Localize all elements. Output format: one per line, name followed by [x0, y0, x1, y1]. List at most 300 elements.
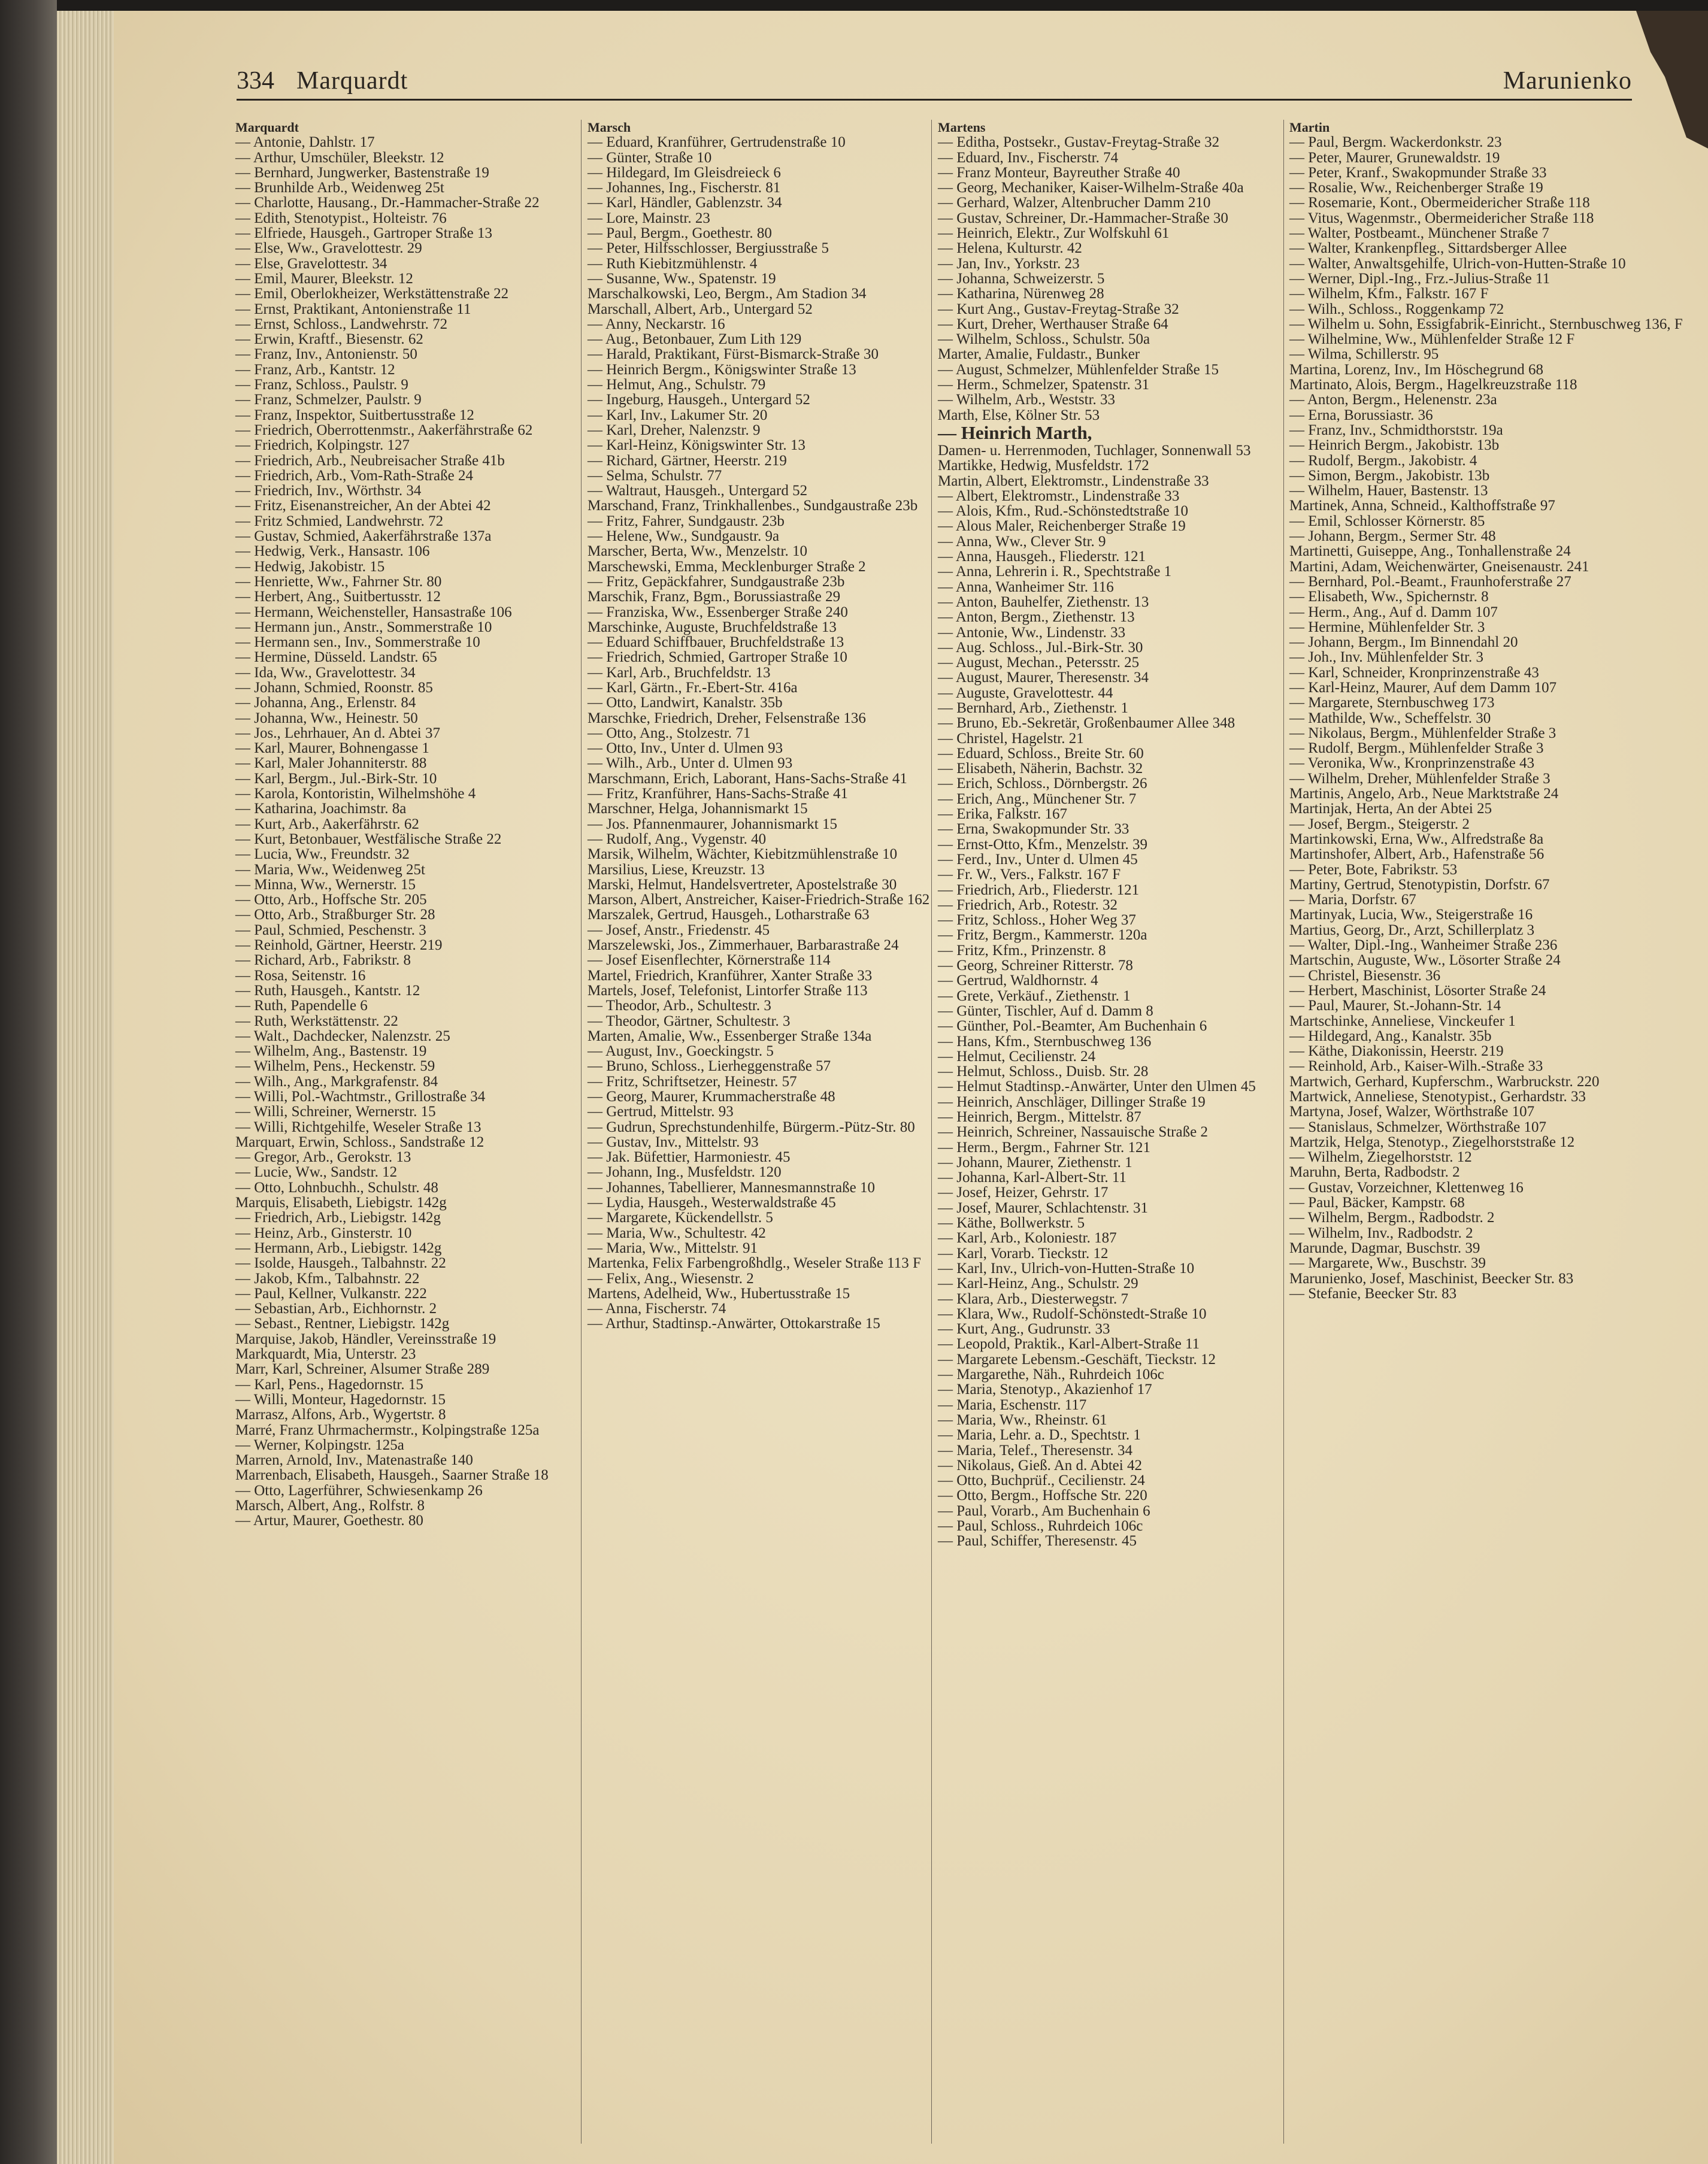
directory-entry: — Jakob, Kfm., Talbahnstr. 22	[235, 1270, 420, 1287]
directory-entry: — Helena, Kulturstr. 42	[938, 240, 1082, 257]
directory-entry: — Anton, Bergm., Helenenstr. 23a	[1289, 392, 1497, 408]
directory-entry: — Ruth, Werkstättenstr. 22	[235, 1013, 398, 1029]
directory-entry: — Bernhard, Arb., Ziethenstr. 1	[938, 699, 1128, 716]
directory-entry: — Paul, Schiffer, Theresenstr. 45	[938, 1533, 1137, 1550]
directory-columns	[235, 120, 1683, 2144]
directory-entry: Martikke, Hedwig, Musfeldstr. 172	[938, 457, 1149, 474]
directory-entry: Martels, Josef, Telefonist, Lintorfer Straße 113	[587, 982, 868, 999]
directory-entry: Martens, Adelheid, Ww., Hubertusstraße 15	[587, 1285, 850, 1302]
directory-entry: Marsik, Wilhelm, Wächter, Kiebitzmühlenstraße 10	[587, 846, 898, 863]
directory-entry: — Nikolaus, Gieß. An d. Abtei 42	[938, 1457, 1142, 1474]
directory-entry: — Kurt, Dreher, Werthauser Straße 64	[938, 316, 1168, 332]
directory-entry: — Karl, Arb., Koloniestr. 187	[938, 1230, 1117, 1247]
directory-entry: Marrasz, Alfons, Arb., Wygertstr. 8	[235, 1407, 446, 1423]
directory-entry: — Grete, Verkäuf., Ziethenstr. 1	[938, 987, 1131, 1004]
directory-entry: — Wilhelm, Dreher, Mühlenfelder Straße 3	[1289, 770, 1550, 787]
directory-entry: — Karola, Kontoristin, Wilhelmshöhe 4	[235, 786, 476, 802]
directory-entry: — Veronika, Ww., Kronprinzenstraße 43	[1289, 755, 1535, 772]
directory-entry: — Willi, Richtgehilfe, Weseler Straße 13	[235, 1119, 481, 1135]
directory-entry: — Rudolf, Bergm., Jakobistr. 4	[1289, 452, 1477, 469]
directory-entry: — Alois, Kfm., Rud.-Schönstedtstraße 10	[938, 503, 1189, 520]
directory-entry: — Richard, Gärtner, Heerstr. 219	[587, 452, 787, 469]
directory-entry: — Hedwig, Verk., Hansastr. 106	[235, 543, 430, 560]
directory-entry: — Heinrich, Anschläger, Dillinger Straße 19	[938, 1093, 1206, 1110]
directory-entry: — Walter, Krankenpfleg., Sittardsberger Allee	[1289, 240, 1567, 257]
directory-entry: — Brunhilde Arb., Weidenweg 25t	[235, 180, 444, 196]
page-number: 334	[237, 67, 274, 95]
directory-entry: — Franz, Schloss., Paulstr. 9	[235, 377, 408, 393]
directory-entry: — Heinrich Bergm., Königswinter Straße 13	[587, 361, 856, 378]
directory-entry: Marszalek, Gertrud, Hausgeh., Lotharstraße 63	[587, 907, 870, 923]
directory-entry: — Käthe, Bollwerkstr. 5	[938, 1215, 1085, 1232]
directory-entry: Marschewski, Emma, Mecklenburger Straße 2	[587, 558, 866, 575]
directory-entry: — Eduard, Kranführer, Gertrudenstraße 10	[587, 134, 846, 151]
directory-entry: — Aug., Betonbauer, Zum Lith 129	[587, 331, 802, 348]
directory-entry: — Felix, Ang., Wiesenstr. 2	[587, 1270, 754, 1287]
directory-entry: Marrenbach, Elisabeth, Hausgeh., Saarner Straße 18	[235, 1467, 549, 1484]
column-1	[235, 120, 574, 2144]
directory-entry: — Karl, Bergm., Jul.-Birk-Str. 10	[235, 770, 437, 787]
directory-entry: — Reinhold, Arb., Kaiser-Wilh.-Straße 33	[1289, 1058, 1543, 1075]
directory-entry: — Minna, Ww., Wernerstr. 15	[235, 876, 416, 893]
directory-entry: — Anny, Neckarstr. 16	[587, 316, 725, 332]
directory-entry: — August, Mechan., Petersstr. 25	[938, 654, 1140, 671]
directory-entry: Martini, Adam, Weichenwärter, Gneisenaustr. 241	[1289, 558, 1589, 575]
directory-entry: — Elfriede, Hausgeh., Gartroper Straße 13	[235, 225, 493, 242]
directory-entry: — Friedrich, Arb., Neubreisacher Straße 41b	[235, 452, 505, 469]
directory-entry: — Herm., Bergm., Fahrner Str. 121	[938, 1139, 1151, 1156]
directory-entry: Marten, Amalie, Ww., Essenberger Straße 134a	[587, 1028, 872, 1044]
directory-entry: — Helmut Stadtinsp.-Anwärter, Unter den Ulmen 45	[938, 1078, 1256, 1095]
directory-entry: — Isolde, Hausgeh., Talbahnstr. 22	[235, 1255, 446, 1272]
directory-entry: — Karl, Maler Johanniterstr. 88	[235, 755, 427, 772]
directory-entry: — Katharina, Joachimstr. 8a	[235, 801, 407, 817]
directory-entry: — Herbert, Maschinist, Lösorter Straße 24	[1289, 982, 1546, 999]
directory-entry: — Emil, Oberlokheizer, Werkstättenstraße 22	[235, 286, 509, 302]
directory-entry: — Margarethe, Näh., Ruhrdeich 106c	[938, 1366, 1164, 1383]
directory-entry: — Fritz, Fahrer, Sundgaustr. 23b	[587, 513, 785, 529]
directory-entry: — Ida, Ww., Gravelottestr. 34	[235, 664, 416, 681]
directory-entry: — Gudrun, Sprechstundenhilfe, Bürgerm.-Pütz-Str. 80	[587, 1119, 915, 1135]
directory-entry: — Elisabeth, Näherin, Bachstr. 32	[938, 760, 1143, 777]
directory-entry: — Stanislaus, Schmelzer, Wörthstraße 107	[1289, 1119, 1547, 1135]
directory-entry: — Joh., Inv. Mühlenfelder Str. 3	[1289, 649, 1484, 666]
directory-entry: — Werner, Kolpingstr. 125a	[235, 1436, 404, 1453]
directory-entry: — Jan, Inv., Yorkstr. 23	[938, 255, 1080, 272]
torn-corner	[1636, 11, 1708, 148]
directory-entry: — Bernhard, Pol.-Beamt., Fraunhoferstraße 27	[1289, 573, 1571, 590]
directory-entry: — Lore, Mainstr. 23	[587, 210, 710, 226]
directory-entry: — Hedwig, Jakobistr. 15	[235, 558, 385, 575]
directory-entry: — Heinz, Arb., Ginsterstr. 10	[235, 1225, 412, 1241]
directory-entry: Martinato, Alois, Bergm., Hagelkreuzstraße 118	[1289, 377, 1577, 393]
directory-entry: — Edith, Stenotypist., Holteistr. 76	[235, 210, 447, 226]
directory-entry: — Karl, Pens., Hagedornstr. 15	[235, 1376, 423, 1393]
directory-entry: — Rudolf, Bergm., Mühlenfelder Straße 3	[1289, 740, 1544, 757]
directory-entry: — Paul, Maurer, St.-Johann-Str. 14	[1289, 998, 1501, 1014]
directory-entry: — Karl, Arb., Bruchfeldstr. 13	[587, 664, 771, 681]
directory-entry: — Ruth, Papendelle 6	[235, 998, 368, 1014]
directory-entry: — Georg, Maurer, Krummacherstraße 48	[587, 1089, 835, 1105]
directory-entry: — Otto, Arb., Hoffsche Str. 205	[235, 892, 427, 908]
book-spine	[0, 0, 57, 2164]
directory-entry: — Johanna, Schweizerstr. 5	[938, 270, 1105, 287]
directory-entry: — Johann, Maurer, Ziethenstr. 1	[938, 1154, 1132, 1171]
directory-entry: — Käthe, Diakonissin, Heerstr. 219	[1289, 1043, 1504, 1060]
directory-entry: Marszelewski, Jos., Zimmerhauer, Barbarastraße 24	[587, 937, 899, 954]
directory-entry: — Auguste, Gravelottestr. 44	[938, 684, 1113, 701]
directory-entry: — Wilhelm, Arb., Weststr. 33	[938, 392, 1116, 408]
directory-entry: Marschke, Friedrich, Dreher, Felsenstraße 136	[587, 710, 866, 726]
directory-entry: — Walt., Dachdecker, Nalenzstr. 25	[235, 1028, 450, 1044]
directory-entry: — Gertrud, Mittelstr. 93	[587, 1104, 734, 1120]
directory-entry: — Wilma, Schillerstr. 95	[1289, 346, 1439, 363]
directory-entry: — Gustav, Vorzeichner, Klettenweg 16	[1289, 1179, 1524, 1196]
directory-entry: — Wilhelm, Pens., Heckenstr. 59	[235, 1058, 435, 1075]
directory-entry: — Karl, Gärtn., Fr.-Ebert-Str. 416a	[587, 679, 798, 696]
directory-entry: — Paul, Vorarb., Am Buchenhain 6	[938, 1502, 1150, 1519]
directory-entry: — Peter, Maurer, Grunewaldstr. 19	[1289, 149, 1500, 166]
directory-entry: — Maria, Ww., Weidenweg 25t	[235, 861, 425, 878]
directory-entry: — Wilh., Arb., Unter d. Ulmen 93	[587, 755, 793, 772]
directory-entry: — Paul, Bergm. Wackerdonkstr. 23	[1289, 134, 1502, 151]
directory-entry: — Margarete Lebensm.-Geschäft, Tieckstr. 12	[938, 1351, 1216, 1368]
directory-entry: — Friedrich, Arb., Vom-Rath-Straße 24	[235, 467, 473, 484]
directory-entry: — Anna, Lehrerin i. R., Spechtstraße 1	[938, 563, 1172, 580]
directory-entry: — Herm., Ang., Auf d. Damm 107	[1289, 604, 1498, 620]
directory-entry: — Paul, Bergm., Goethestr. 80	[587, 225, 772, 242]
directory-entry: — Lucia, Ww., Freundstr. 32	[235, 846, 410, 863]
directory-entry: — Heinrich, Elektr., Zur Wolfskuhl 61	[938, 225, 1170, 242]
directory-entry: — Karl, Inv., Ulrich-von-Hutten-Straße 10	[938, 1260, 1195, 1277]
directory-entry: — Wilhelm, Inv., Radbodstr. 2	[1289, 1225, 1473, 1241]
directory-entry: — Wilhelm, Ang., Bastenstr. 19	[235, 1043, 427, 1060]
directory-entry: — Maria, Stenotyp., Akazienhof 17	[938, 1381, 1152, 1398]
directory-entry: — Else, Gravelottestr. 34	[235, 255, 387, 272]
directory-entry: — Wilhelm, Kfm., Falkstr. 167 F	[1289, 286, 1489, 302]
directory-entry: Marunde, Dagmar, Buschstr. 39	[1289, 1239, 1480, 1256]
directory-entry: — Karl, Inv., Lakumer Str. 20	[587, 407, 768, 423]
directory-entry: — Maria, Lehr. a. D., Spechtstr. 1	[938, 1427, 1141, 1444]
directory-entry: — Herm., Schmelzer, Spatenstr. 31	[938, 377, 1150, 393]
directory-entry: — Maria, Ww., Schultestr. 42	[587, 1225, 766, 1241]
directory-entry: — Wilh., Ang., Markgrafenstr. 84	[235, 1073, 438, 1090]
directory-entry: — Hermann, Arb., Liebigstr. 142g	[235, 1239, 442, 1256]
directory-entry: — August, Inv., Goeckingstr. 5	[587, 1043, 774, 1060]
directory-entry: — Maria, Ww., Mittelstr. 91	[587, 1239, 758, 1256]
directory-entry: — Anton, Bergm., Ziethenstr. 13	[938, 609, 1135, 626]
directory-entry: — Helmut, Cecilienstr. 24	[938, 1048, 1096, 1065]
directory-entry: — Erna, Borussiastr. 36	[1289, 407, 1433, 423]
directory-entry: — Hermine, Mühlenfelder Str. 3	[1289, 619, 1485, 635]
page-header	[237, 63, 1632, 101]
directory-entry: — Otto, Landwirt, Kanalstr. 35b	[587, 695, 783, 711]
directory-entry: — Anna, Ww., Clever Str. 9	[938, 533, 1106, 550]
directory-entry: — Gertrud, Waldhornstr. 4	[938, 972, 1098, 989]
directory-entry: — Johann, Bergm., Sermer Str. 48	[1289, 528, 1496, 545]
directory-entry: — Friedrich, Kolpingstr. 127	[235, 437, 410, 454]
directory-entry: — Mathilde, Ww., Scheffelstr. 30	[1289, 710, 1491, 726]
directory-entry: — Gustav, Schreiner, Dr.-Hammacher-Straße 30	[938, 210, 1228, 226]
directory-entry: — Vitus, Wagenmstr., Obermeidericher Straße 118	[1289, 210, 1594, 226]
directory-entry: Marsch, Albert, Ang., Rolfstr. 8	[235, 1498, 425, 1514]
directory-entry: — Fritz, Eisenanstreicher, An der Abtei 42	[235, 498, 491, 514]
directory-entry: — Josef, Heizer, Gehrstr. 17	[938, 1184, 1109, 1201]
directory-entry: — Anna, Wanheimer Str. 116	[938, 578, 1114, 595]
directory-entry: — Günter, Tischler, Auf d. Damm 8	[938, 1002, 1153, 1019]
directory-entry: Marschand, Franz, Trinkhallenbes., Sundgaustraße 23b	[587, 498, 918, 514]
directory-entry: — Paul, Bäcker, Kampstr. 68	[1289, 1195, 1465, 1211]
directory-entry: — Fritz, Schloss., Hoher Weg 37	[938, 912, 1136, 929]
directory-entry: — Franz, Inv., Antonienstr. 50	[235, 346, 417, 363]
directory-entry: — Ruth, Hausgeh., Kantstr. 12	[235, 982, 420, 999]
directory-entry: — Johannes, Ing., Fischerstr. 81	[587, 180, 781, 196]
directory-entry: — Otto, Bergm., Hoffsche Str. 220	[938, 1487, 1147, 1504]
directory-entry: — Heinrich, Schreiner, Nassauische Straße 2	[938, 1124, 1208, 1141]
directory-entry: — Josef Eisenflechter, Körnerstraße 114	[587, 952, 831, 969]
directory-entry: — Kurt, Arb., Aakerfährstr. 62	[235, 816, 419, 832]
directory-entry: Martinkowski, Erna, Ww., Alfredstraße 8a	[1289, 831, 1544, 847]
directory-entry: Martinetti, Guiseppe, Ang., Tonhallenstraße 24	[1289, 543, 1571, 560]
directory-entry: — Arthur, Stadtinsp.-Anwärter, Ottokarstraße 15	[587, 1316, 880, 1332]
directory-entry: Marquise, Jakob, Händler, Vereinsstraße 19	[235, 1330, 496, 1347]
directory-entry: Marschner, Helga, Johannismarkt 15	[587, 801, 808, 817]
directory-entry: Martwick, Anneliese, Stenotypist., Gerhardstr. 33	[1289, 1089, 1586, 1105]
directory-entry: — Johanna, Ang., Erlenstr. 84	[235, 695, 416, 711]
directory-entry: — Kurt, Betonbauer, Westfälische Straße 22	[235, 831, 502, 847]
directory-entry: — Hans, Kfm., Sternbuschweg 136	[938, 1033, 1152, 1050]
directory-entry: Martschinke, Anneliese, Vinckeufer 1	[1289, 1013, 1516, 1029]
directory-entry: Marscher, Berta, Ww., Menzelstr. 10	[587, 543, 807, 560]
directory-entry: — Wilh., Schloss., Roggenkamp 72	[1289, 301, 1504, 317]
directory-entry: — Anton, Bauhelfer, Ziethenstr. 13	[938, 593, 1149, 610]
directory-entry: — Albert, Elektromstr., Lindenstraße 33	[938, 487, 1180, 504]
directory-entry: — Otto, Buchprüf., Cecilienstr. 24	[938, 1472, 1145, 1489]
directory-entry: — Otto, Arb., Straßburger Str. 28	[235, 907, 435, 923]
directory-entry: — Günter, Straße 10	[587, 149, 712, 166]
directory-entry: — Friedrich, Oberrottenmstr., Aakerfährstraße 62	[235, 422, 533, 438]
directory-entry: — Erich, Ang., Münchener Str. 7	[938, 790, 1137, 807]
directory-entry: Marschall, Albert, Arb., Untergard 52	[587, 301, 813, 317]
directory-entry: — Walter, Anwaltsgehilfe, Ulrich-von-Hutten-Straße 10	[1289, 255, 1626, 272]
directory-entry: — Johanna, Karl-Albert-Str. 11	[938, 1169, 1126, 1186]
directory-entry: — Henriette, Ww., Fahrner Str. 80	[235, 573, 442, 590]
directory-entry: Marr, Karl, Schreiner, Alsumer Straße 289	[235, 1361, 490, 1378]
directory-entry: — Rosalie, Ww., Reichenberger Straße 19	[1289, 180, 1543, 196]
directory-entry: — Helene, Ww., Sundgaustr. 9a	[587, 528, 780, 545]
directory-entry: Marsilius, Liese, Kreuzstr. 13	[587, 861, 765, 878]
directory-entry: — Margarete, Ww., Buschstr. 39	[1289, 1255, 1486, 1272]
directory-entry: — Artur, Maurer, Goethestr. 80	[235, 1513, 423, 1529]
directory-entry: — Friedrich, Arb., Rotestr. 32	[938, 896, 1118, 913]
directory-entry: — Wilhelm u. Sohn, Essigfabrik-Einricht., Sternbuschweg 136, F	[1289, 316, 1683, 332]
directory-entry: — Wilhelmine, Ww., Mühlenfelder Straße 12 F	[1289, 331, 1575, 348]
directory-entry: — Arthur, Umschüler, Bleekstr. 12	[235, 149, 444, 166]
directory-entry: Marschinke, Auguste, Bruchfeldstraße 13	[587, 619, 837, 635]
directory-entry: — Paul, Schloss., Ruhrdeich 106c	[938, 1518, 1143, 1535]
directory-entry: — Erwin, Kraftf., Biesenstr. 62	[235, 331, 423, 348]
directory-entry: — Bernhard, Jungwerker, Bastenstraße 19	[235, 164, 489, 181]
directory-entry: Martin, Albert, Elektromstr., Lindenstraße 33	[938, 472, 1209, 489]
directory-entry: — Erika, Falkstr. 167	[938, 806, 1067, 823]
directory-entry: — Franz, Inv., Schmidthorststr. 19a	[1289, 422, 1503, 438]
directory-entry: — Ernst, Praktikant, Antonienstraße 11	[235, 301, 471, 317]
directory-entry: Marré, Franz Uhrmachermstr., Kolpingstraße 125a	[235, 1422, 540, 1438]
directory-entry: — Gustav, Schmied, Aakerfährstraße 137a	[235, 528, 492, 545]
directory-entry: — Selma, Schulstr. 77	[587, 467, 722, 484]
directory-entry: — Heinrich Marth,	[938, 422, 1092, 443]
directory-entry: — Bruno, Eb.-Sekretär, Großenbaumer Allee 348	[938, 715, 1235, 732]
directory-entry: — Maria, Ww., Rheinstr. 61	[938, 1411, 1107, 1428]
directory-entry: — Peter, Bote, Fabrikstr. 53	[1289, 861, 1458, 878]
directory-entry: — Fritz, Bergm., Kammerstr. 120a	[938, 927, 1147, 944]
directory-entry: Marter, Amalie, Fuldastr., Bunker	[938, 346, 1140, 363]
directory-entry: Marschmann, Erich, Laborant, Hans-Sachs-Straße 41	[587, 770, 907, 787]
directory-entry: — Reinhold, Gärtner, Heerstr. 219	[235, 937, 443, 954]
directory-entry: — Johann, Bergm., Im Binnendahl 20	[1289, 634, 1518, 651]
column-4	[1289, 120, 1683, 2144]
directory-entry: Martel, Friedrich, Kranführer, Xanter Straße 33	[587, 967, 873, 984]
directory-entry: — Editha, Postsekr., Gustav-Freytag-Straße 32	[938, 134, 1220, 151]
directory-entry: — Jos. Pfannenmaurer, Johannismarkt 15	[587, 816, 837, 832]
directory-entry: — Willi, Schreiner, Wernerstr. 15	[235, 1104, 436, 1120]
directory-entry: — Fritz, Kranführer, Hans-Sachs-Straße 41	[587, 786, 848, 802]
directory-entry: — Ruth Kiebitzmühlenstr. 4	[587, 255, 758, 272]
directory-entry: — Klara, Ww., Rudolf-Schönstedt-Straße 10	[938, 1305, 1207, 1322]
header-left-keyword: Marquardt	[296, 67, 408, 95]
directory-entry: — Werner, Dipl.-Ing., Frz.-Julius-Straße 11	[1289, 270, 1550, 287]
directory-entry: — Ernst-Otto, Kfm., Menzelstr. 39	[938, 836, 1147, 853]
directory-entry: — Emil, Maurer, Bleekstr. 12	[235, 270, 413, 287]
directory-entry: Marunienko, Josef, Maschinist, Beecker Str. 83	[1289, 1270, 1574, 1287]
column-running-head: Martin	[1289, 120, 1330, 135]
directory-entry: — Sebastian, Arb., Eichhornstr. 2	[235, 1301, 437, 1317]
directory-entry: — Hildegard, Im Gleisdreieck 6	[587, 164, 781, 181]
directory-entry: — Kurt, Ang., Gudrunstr. 33	[938, 1321, 1110, 1338]
directory-entry: — Fritz Schmied, Landwehrstr. 72	[235, 513, 444, 529]
directory-entry: — Jos., Lehrhauer, An d. Abtei 37	[235, 725, 441, 741]
directory-entry: — Fritz, Kfm., Prinzenstr. 8	[938, 942, 1106, 959]
directory-entry: — Karl, Dreher, Nalenzstr. 9	[587, 422, 761, 438]
header-right-keyword: Marunienko	[1503, 67, 1632, 95]
directory-entry: — Wilhelm, Bergm., Radbodstr. 2	[1289, 1210, 1495, 1226]
directory-entry: — Elisabeth, Ww., Spichernstr. 8	[1289, 589, 1489, 605]
directory-entry: — Gerhard, Walzer, Altenbrucher Damm 210	[938, 195, 1211, 211]
directory-entry: — Franz, Schmelzer, Paulstr. 9	[235, 392, 422, 408]
directory-entry: — Gregor, Arb., Gerokstr. 13	[235, 1149, 411, 1166]
directory-entry: — Josef, Anstr., Friedenstr. 45	[587, 922, 770, 938]
directory-entry: — Heinrich Bergm., Jakobistr. 13b	[1289, 437, 1500, 454]
directory-entry: — Karl-Heinz, Maurer, Auf dem Damm 107	[1289, 679, 1557, 696]
directory-entry: — Leopold, Praktik., Karl-Albert-Straße 11	[938, 1336, 1200, 1353]
column-3	[938, 120, 1276, 2144]
directory-entry: — Ingeburg, Hausgeh., Untergard 52	[587, 392, 810, 408]
directory-entry: — Klara, Arb., Diesterwegstr. 7	[938, 1290, 1128, 1307]
directory-entry: — Simon, Bergm., Jakobistr. 13b	[1289, 467, 1490, 484]
directory-entry: Martinek, Anna, Schneid., Kalthoffstraße 97	[1289, 498, 1555, 514]
directory-entry: — Rosa, Seitenstr. 16	[235, 967, 366, 984]
column-2	[587, 120, 930, 2144]
directory-entry: — Georg, Schreiner Ritterstr. 78	[938, 957, 1133, 974]
directory-entry: — Rudolf, Ang., Vygenstr. 40	[587, 831, 767, 847]
directory-entry: — Otto, Inv., Unter d. Ulmen 93	[587, 740, 783, 757]
directory-entry: — Erna, Swakopmunder Str. 33	[938, 821, 1129, 838]
directory-entry: — Karl-Heinz, Königswinter Str. 13	[587, 437, 805, 454]
directory-entry: — Eduard Schiffbauer, Bruchfeldstraße 13	[587, 634, 844, 651]
directory-entry: — Hermine, Düsseld. Landstr. 65	[235, 649, 437, 666]
directory-entry: — Hermann jun., Anstr., Sommerstraße 10	[235, 619, 492, 635]
directory-entry: — Gustav, Inv., Mittelstr. 93	[587, 1133, 759, 1150]
directory-entry: — Günther, Pol.-Beamter, Am Buchenhain 6	[938, 1018, 1207, 1035]
directory-entry: — Johannes, Tabellierer, Mannesmannstraße 10	[587, 1179, 875, 1196]
directory-entry: — Otto, Lagerführer, Schwiesenkamp 26	[235, 1482, 483, 1499]
column-running-head: Martens	[938, 120, 986, 135]
column-rule	[1283, 120, 1284, 2144]
directory-entry: — Fritz, Gepäckfahrer, Sundgaustraße 23b	[587, 573, 845, 590]
directory-entry: — Margarete, Kückendellstr. 5	[587, 1210, 773, 1226]
directory-entry: — Johanna, Ww., Heinestr. 50	[235, 710, 418, 726]
directory-entry: — Franz, Inspektor, Suitbertusstraße 12	[235, 407, 474, 423]
directory-entry: — Walter, Dipl.-Ing., Wanheimer Straße 236	[1289, 937, 1558, 954]
directory-entry: — Harald, Praktikant, Fürst-Bismarck-Straße 30	[587, 346, 879, 363]
directory-entry: — Lydia, Hausgeh., Westerwaldstraße 45	[587, 1195, 836, 1211]
directory-entry: — Walter, Postbeamt., Münchener Straße 7	[1289, 225, 1549, 242]
directory-entry: Marson, Albert, Anstreicher, Kaiser-Friedrich-Straße 162	[587, 892, 930, 908]
directory-entry: Marski, Helmut, Handelsvertreter, Apostelstraße 30	[587, 876, 897, 893]
directory-entry: Martinyak, Lucia, Ww., Steigerstraße 16	[1289, 907, 1533, 923]
directory-entry: — Katharina, Nürenweg 28	[938, 286, 1104, 302]
directory-entry: Martina, Lorenz, Inv., Im Höschegrund 68	[1289, 361, 1543, 378]
directory-entry: — Anna, Fischerstr. 74	[587, 1301, 726, 1317]
directory-entry: Marschik, Franz, Bgm., Borussiastraße 29	[587, 589, 841, 605]
directory-entry: — Christel, Hagelstr. 21	[938, 730, 1084, 747]
directory-entry: — Friedrich, Arb., Fliederstr. 121	[938, 881, 1140, 898]
directory-entry: Marren, Arnold, Inv., Matenastraße 140	[235, 1452, 473, 1469]
directory-entry: Martinis, Angelo, Arb., Neue Marktstraße 24	[1289, 786, 1559, 802]
directory-entry: Martinjak, Herta, An der Abtei 25	[1289, 801, 1492, 817]
page-edges	[57, 11, 114, 2164]
directory-entry: — Margarete, Sternbuschweg 173	[1289, 695, 1495, 711]
directory-entry: — Stefanie, Beecker Str. 83	[1289, 1285, 1457, 1302]
directory-entry: — August, Maurer, Theresenstr. 34	[938, 669, 1149, 686]
directory-entry: Marquart, Erwin, Schloss., Sandstraße 12	[235, 1133, 484, 1150]
directory-entry: Martiny, Gertrud, Stenotypistin, Dorfstr. 67	[1289, 876, 1550, 893]
directory-entry: — Otto, Lohnbuchh., Schulstr. 48	[235, 1179, 438, 1196]
directory-entry: — Helmut, Ang., Schulstr. 79	[587, 377, 766, 393]
directory-entry: — Else, Ww., Gravelottestr. 29	[235, 240, 422, 257]
directory-entry: — Ferd., Inv., Unter d. Ulmen 45	[938, 851, 1138, 868]
directory-entry: — Kurt Ang., Gustav-Freytag-Straße 32	[938, 301, 1179, 317]
directory-entry: — Peter, Hilfsschlosser, Bergiusstraße 5	[587, 240, 829, 257]
directory-entry: Martyna, Josef, Walzer, Wörthstraße 107	[1289, 1104, 1535, 1120]
directory-entry: — Jak. Büfettier, Harmoniestr. 45	[587, 1149, 791, 1166]
column-rule	[931, 120, 932, 2144]
directory-entry: Martenka, Felix Farbengroßhdlg., Weseler Straße 113 F	[587, 1255, 921, 1272]
directory-entry: — Heinrich, Bergm., Mittelstr. 87	[938, 1109, 1141, 1125]
directory-entry: — Wilhelm, Schloss., Schulstr. 50a	[938, 331, 1150, 348]
directory-entry: — Josef, Bergm., Steigerstr. 2	[1289, 816, 1470, 832]
directory-entry: — Erich, Schloss., Dörnbergstr. 26	[938, 775, 1147, 792]
directory-entry: — Rosemarie, Kont., Obermeidericher Straße 118	[1289, 195, 1590, 211]
directory-entry: — Herbert, Ang., Suitbertusstr. 12	[235, 589, 441, 605]
directory-entry: — Otto, Ang., Stolzestr. 71	[587, 725, 751, 741]
directory-entry: — Friedrich, Schmied, Gartroper Straße 10	[587, 649, 847, 666]
directory-entry: Martwich, Gerhard, Kupferschm., Warbruckstr. 220	[1289, 1073, 1600, 1090]
directory-entry: — Hermann, Weichensteller, Hansastraße 106	[235, 604, 512, 620]
directory-entry: — Josef, Maurer, Schlachtenstr. 31	[938, 1199, 1149, 1216]
directory-entry: Damen- u. Herrenmoden, Tuchlager, Sonnenwall 53	[938, 442, 1251, 459]
directory-entry: — Hermann sen., Inv., Sommerstraße 10	[235, 634, 480, 651]
